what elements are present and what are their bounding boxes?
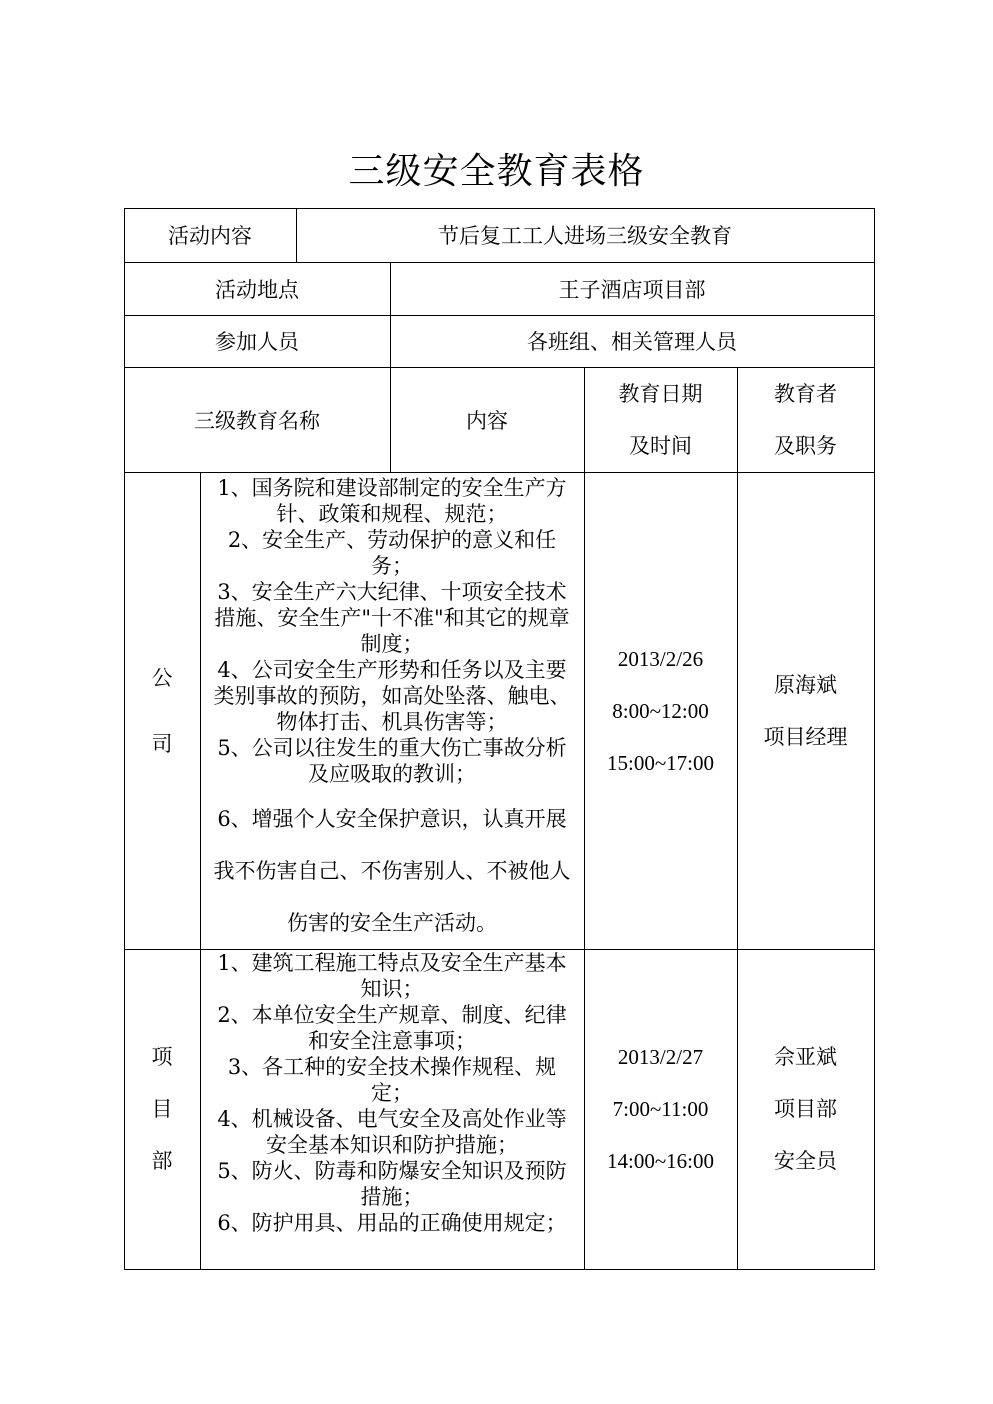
activity-content-label: 活动内容 <box>168 224 252 248</box>
level-educator-project: 佘亚斌 项目部 安全员 <box>774 1045 837 1173</box>
header-content: 内容 <box>466 408 508 433</box>
level-date-company: 2013/2/26 8:00~12:00 15:00~17:00 <box>606 646 715 775</box>
level-name-company: 公 司 <box>151 665 173 756</box>
list-item: 1、国务院和建设部制定的安全生产方针、政策和规程、规范； <box>217 476 567 526</box>
level-content-company <box>200 475 584 949</box>
participants-value: 各班组、相关管理人员 <box>527 330 737 354</box>
list-item: 4、机械设备、电气安全及高处作业等安全基本知识和防护措施； <box>217 1107 567 1157</box>
participants-label: 参加人员 <box>215 330 299 354</box>
header-educator-line1: 教育者 <box>774 381 837 406</box>
level-educator-company: 原海斌 项目经理 <box>763 672 848 749</box>
header-educator-line2: 及职务 <box>774 433 837 458</box>
list-item: 5、防火、防毒和防爆安全知识及预防措施； <box>217 1159 567 1209</box>
list-item: 2、本单位安全生产规章、制度、纪律和安全注意事项； <box>217 1003 567 1053</box>
page-title: 三级安全教育表格 <box>348 151 645 192</box>
list-item: 4、公司安全生产形势和任务以及主要类别事故的预防，如高处坠落、触电、物体打击、机具伤害等； <box>213 658 571 734</box>
header-educator <box>737 367 874 472</box>
level-date-project: 2013/2/27 7:00~11:00 14:00~16:00 <box>606 1045 715 1173</box>
activity-location-value: 王子酒店项目部 <box>558 277 706 302</box>
list-item: 1、建筑工程施工特点及安全生产基本知识； <box>217 951 567 1001</box>
list-item: 3、各工种的安全技术操作规程、规定； <box>227 1055 557 1105</box>
list-item: 6、防护用具、用品的正确使用规定； <box>217 1211 567 1235</box>
activity-location-label: 活动地点 <box>215 277 299 302</box>
header-date-line1: 教育日期 <box>618 381 703 406</box>
list-item: 2、安全生产、劳动保护的意义和任务； <box>227 528 557 578</box>
header-date-line2: 及时间 <box>629 433 692 458</box>
list-item: 6、增强个人安全保护意识，认真开展我不伤害自己、不伤害别人、不被他人伤害的安全生产活动。 <box>213 807 571 935</box>
header-date <box>584 367 737 472</box>
level-name-project: 项 目 部 <box>151 1045 173 1173</box>
level-content-project <box>200 950 584 1236</box>
header-level-name: 三级教育名称 <box>194 408 320 433</box>
list-item: 3、安全生产六大纪律、十项安全技术措施、安全生产"十不准"和其它的规章制度； <box>214 580 570 656</box>
activity-content-value: 节后复工工人进场三级安全教育 <box>438 224 732 248</box>
list-item: 5、公司以往发生的重大伤亡事故分析及应吸取的教训； <box>217 736 567 786</box>
